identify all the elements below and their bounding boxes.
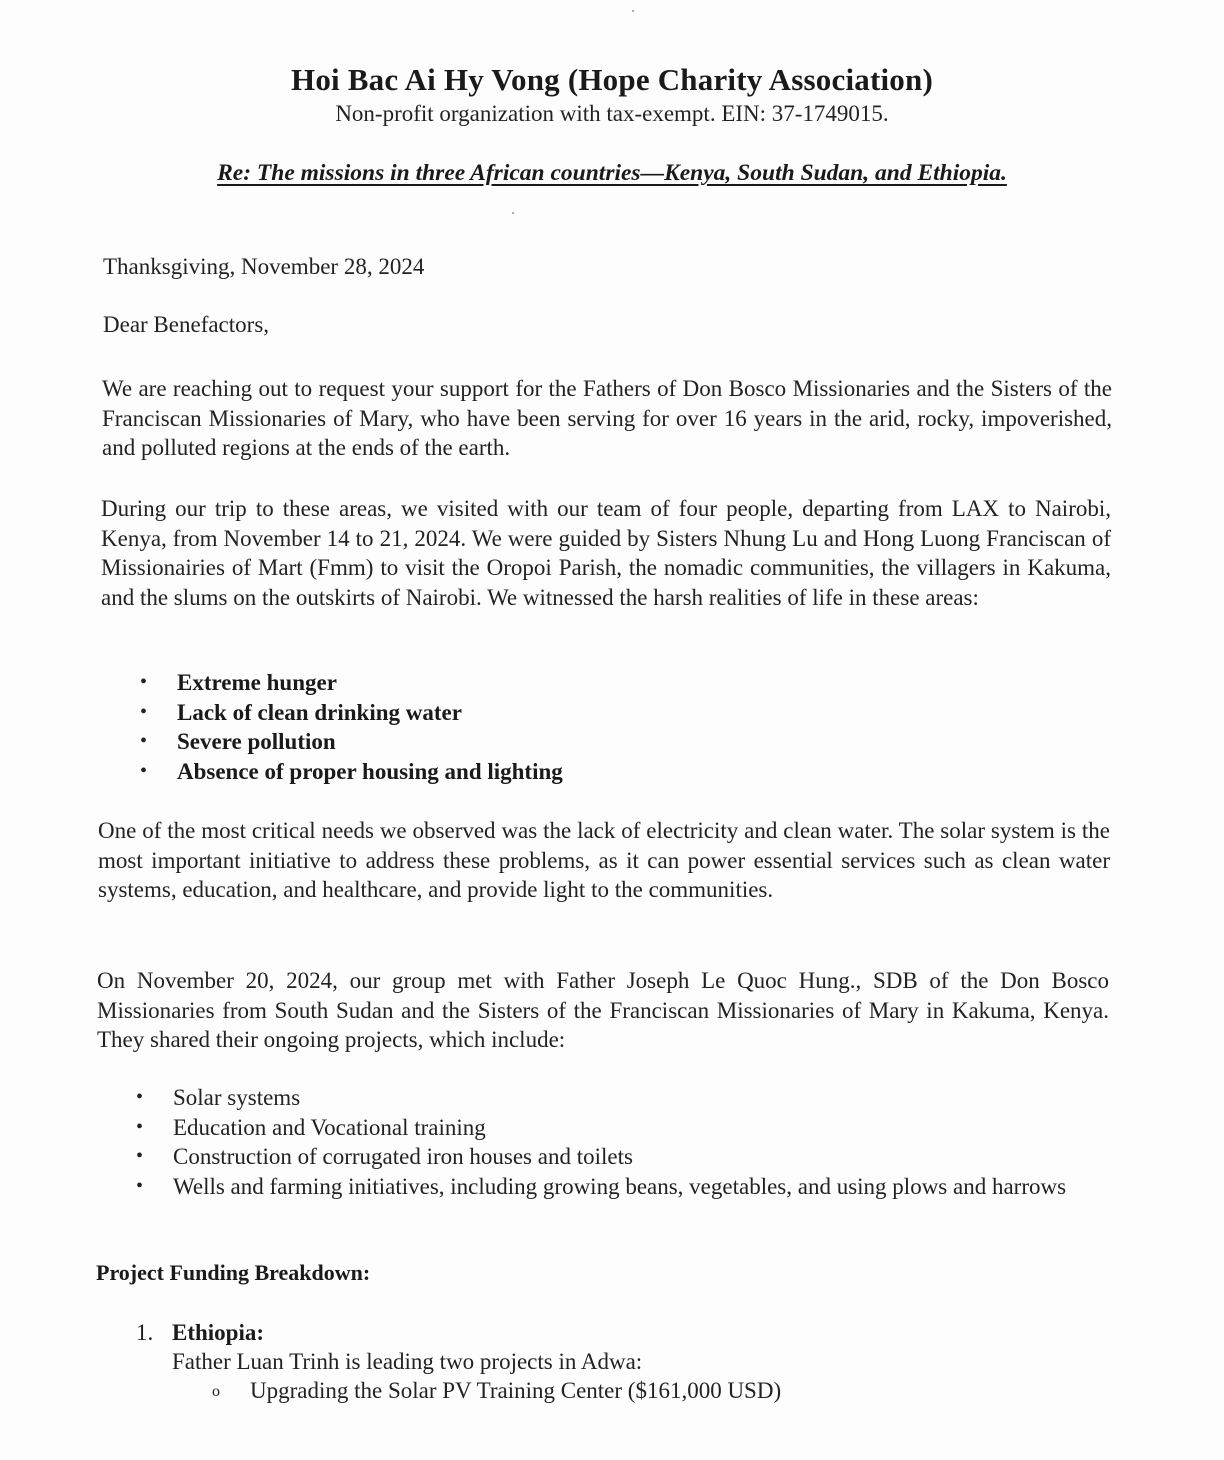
list-item: • Wells and farming initiatives, including growing beans, vegetables, and using plows and harrows bbox=[173, 1172, 1113, 1202]
funding-sub-item: o Upgrading the Solar PV Training Center ($161,000 USD) bbox=[212, 1378, 782, 1403]
funding-description: Father Luan Trinh is leading two projects in Adwa: bbox=[172, 1349, 643, 1374]
bullet-icon: • bbox=[140, 730, 148, 752]
circle-bullet-icon: o bbox=[212, 1383, 220, 1400]
paragraph-meeting: On November 20, 2024, our group met with Father Joseph Le Quoc Hung., SDB of the Don Bosco Missionaries from South Sudan and the Sisters of the Franciscan Missionaries of Mary in Kakuma, Kenya. They shared their ongoing projects, which include: bbox=[97, 968, 1109, 1052]
projects-list bbox=[136, 1083, 1113, 1201]
paragraph-needs: One of the most critical needs we observed was the lack of electricity and clean water. The solar system is the most important initiative to address these problems, as it can power essential services such as clean water systems, education, and healthcare, and provide light to the communities. bbox=[98, 818, 1110, 902]
realities-list bbox=[140, 668, 563, 786]
bullet-icon: • bbox=[140, 759, 148, 782]
letter-date: Thanksgiving, November 28, 2024 bbox=[103, 254, 425, 279]
scan-speck bbox=[632, 10, 634, 12]
funding-item-ethiopia bbox=[136, 1320, 264, 1346]
organization-name: Hoi Bac Ai Hy Vong (Hope Charity Association) bbox=[291, 62, 933, 97]
scan-speck bbox=[512, 212, 514, 214]
subject-line: Re: The missions in three African countries—Kenya, South Sudan, and Ethiopia. bbox=[217, 160, 1007, 186]
list-item: • Severe pollution bbox=[177, 727, 563, 757]
bullet-icon: • bbox=[136, 1086, 144, 1108]
list-item: • Lack of clean drinking water bbox=[177, 698, 563, 728]
item-number: 1. bbox=[136, 1320, 154, 1345]
list-item: • Education and Vocational training bbox=[173, 1113, 1113, 1143]
list-item: • Construction of corrugated iron houses and toilets bbox=[173, 1142, 1113, 1172]
bullet-icon: • bbox=[140, 700, 148, 723]
paragraph-request: We are reaching out to request your support for the Fathers of Don Bosco Missionaries and the Sisters of the Franciscan Missionaries of Mary, who have been serving for over 16 years in the arid, rocky, impoverished, and polluted regions at the ends of the earth. bbox=[102, 376, 1112, 460]
funding-country: Ethiopia: bbox=[172, 1320, 265, 1345]
list-item: • Solar systems bbox=[173, 1083, 1113, 1113]
bullet-icon: • bbox=[136, 1115, 144, 1138]
bullet-icon: • bbox=[140, 671, 148, 693]
bullet-icon: • bbox=[136, 1145, 144, 1167]
funding-heading: Project Funding Breakdown: bbox=[96, 1260, 371, 1285]
list-item: • Absence of proper housing and lighting bbox=[177, 757, 563, 787]
salutation: Dear Benefactors, bbox=[103, 312, 270, 337]
list-item: • Extreme hunger bbox=[177, 668, 563, 698]
paragraph-trip: During our trip to these areas, we visited with our team of four people, departing from LAX to Nairobi, Kenya, from November 14 to 21, 2024. We were guided by Sisters Nhung Lu and Hong Luong Franciscan of Missionairies of Mart (Fmm) to visit the Oropoi Parish, the nomadic communities, the villagers in Kakuma, and the slums on the outskirts of Nairobi. We witnessed the harsh realities of life in these areas: bbox=[101, 496, 1111, 610]
organization-status: Non-profit organization with tax-exempt. EIN: 37-1749015. bbox=[335, 101, 889, 126]
bullet-icon: • bbox=[136, 1174, 144, 1197]
